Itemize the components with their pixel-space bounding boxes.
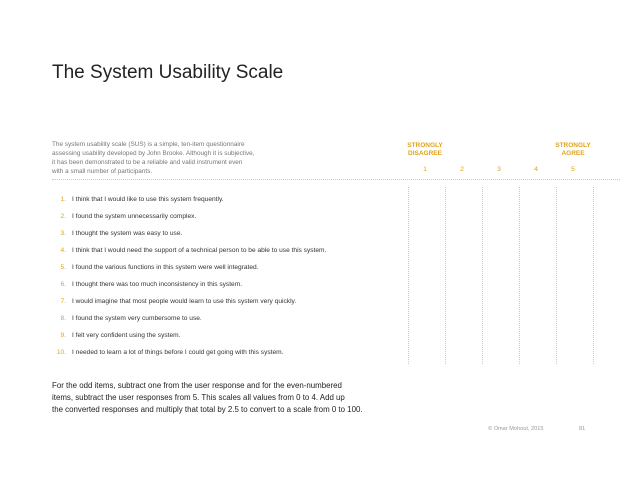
scale-point-2: 2 (460, 166, 464, 173)
item-text: I needed to learn a lot of things before I could get going with this system. (72, 349, 284, 356)
item-text: I found the system unnecessarily complex. (72, 213, 197, 220)
item-text: I thought the system was easy to use. (72, 230, 183, 237)
grid-line (445, 187, 446, 364)
item-number: 3. (60, 230, 66, 237)
item-number: 8. (60, 315, 66, 322)
item-text: I think that I would need the support of a technical person to be able to use this system. (72, 247, 327, 254)
header-divider (52, 179, 620, 180)
item-text: I would imagine that most people would learn to use this system very quickly. (72, 298, 297, 305)
item-number: 5. (60, 264, 66, 271)
grid-line (408, 187, 409, 364)
grid-line (593, 187, 594, 364)
item-number: 7. (60, 298, 66, 305)
item-text: I thought there was too much inconsistency in this system. (72, 281, 243, 288)
item-number: 9. (60, 332, 66, 339)
intro-line: The system usability scale (SUS) is a simple, ten-item questionnaire (52, 141, 245, 148)
item-text: I found the various functions in this system were well integrated. (72, 264, 259, 271)
scale-point-5: 5 (571, 166, 575, 173)
footer-line: items, subtract the user responses from 5. This scales all values from 0 to 4. Add up (52, 393, 345, 402)
item-text: I found the system very cumbersome to use. (72, 315, 202, 322)
intro-line: it has been demonstrated to be a reliable and valid instrument even (52, 159, 243, 166)
scale-point-4: 4 (534, 166, 538, 173)
item-number: 4. (60, 247, 66, 254)
strongly-disagree-label (400, 142, 450, 158)
grid-line (556, 187, 557, 364)
scoring-instructions (52, 380, 452, 416)
item-number: 2. (60, 213, 66, 220)
item-text: I felt very confident using the system. (72, 332, 181, 339)
strongly-disagree-line2: DISAGREE (408, 150, 442, 157)
footer-line: For the odd items, subtract one from the user response and for the even-numbered (52, 381, 342, 390)
scale-point-1: 1 (423, 166, 427, 173)
intro-paragraph (52, 140, 302, 176)
item-number: 1. (60, 196, 66, 203)
item-text: I think that I would like to use this system frequently. (72, 196, 224, 203)
strongly-agree-line2: AGREE (561, 150, 585, 157)
intro-line: with a small number of participants. (52, 168, 153, 175)
strongly-agree-label (548, 142, 598, 158)
copyright: © Omar Mohout, 2015 (488, 426, 544, 432)
footer-line: the converted responses and multiply that total by 2.5 to convert to a scale from 0 to 100. (52, 405, 363, 414)
intro-line: assessing usability developed by John Brooke. Although it is subjective, (52, 150, 255, 157)
grid-line (482, 187, 483, 364)
slide-title: The System Usability Scale (52, 62, 284, 83)
grid-line (519, 187, 520, 364)
scale-point-3: 3 (497, 166, 501, 173)
item-number: 10. (56, 349, 66, 356)
strongly-disagree-line1: STRONGLY (407, 142, 443, 149)
page-number: 81 (579, 426, 586, 432)
strongly-agree-line1: STRONGLY (555, 142, 591, 149)
item-number: 6. (60, 281, 66, 288)
